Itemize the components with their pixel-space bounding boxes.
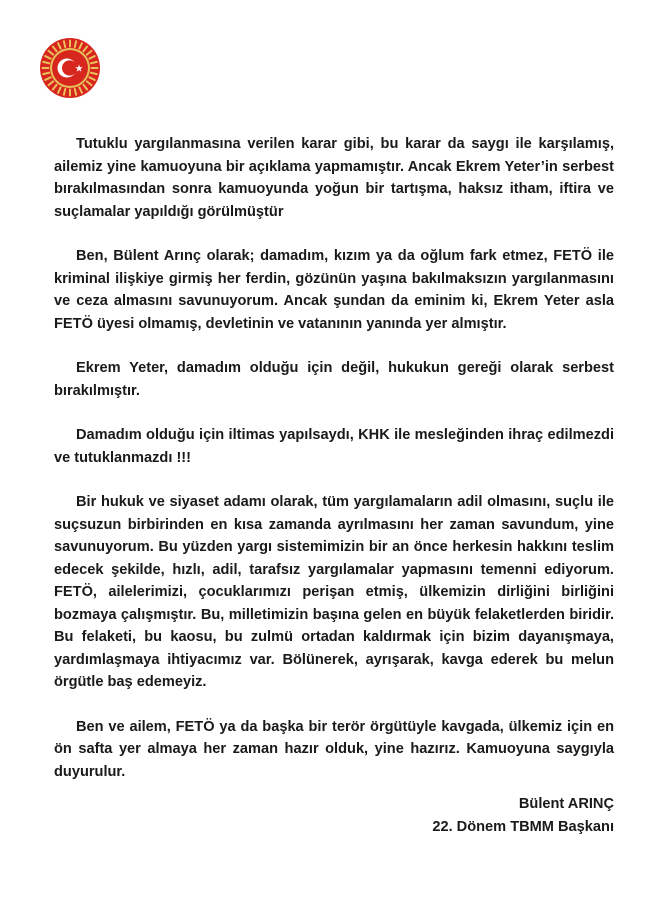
emblem-ray [43,73,49,74]
paragraph: Tutuklu yargılanmasına verilen karar gibi, bu karar da saygı ile karşılamış, ailemiz yine kamuoyuna bir açıklama yapmamıştır. Ancak Ekrem Yeter’in serbest bırakılmasından sonra kamuoyunda yoğun bir tartışma, haksız itham, iftira ve suçlamalar yapıldığı görülmüştür [54,136,614,220]
emblem-ray [75,41,76,47]
emblem-ray [43,62,49,63]
paragraph: Bir hukuk ve siyaset adamı olarak, tüm yargılamaların adil olmasını, suçlu ile suçsuzun birbirinden en kısa zamanda ayrılmasını her zaman savundum, yine savunuyorum. Bu yüzden yargı sistemimizin bir an önce herkesin hakkını teslim edecek şekilde, hızlı, adil, tarafsız yargılamalar yapmasını temenni ediyorum. FETÖ, ailelerimizi, çocuklarımızı perişan etmiş, ülkemizin dirliğini birliğini bozmaya çalışmıştır. Bu, milletimizin başına gelen en büyük felaketlerden biridir. Bu felaketi, bu kaosu, bu zulmü ortadan kaldırmak için bizim dayanışmaya, yardımlaşmaya ihtiyacımız var. Bölünerek, ayrışarak, kavga ederek bu melun örgütle baş edemeyiz. [54,494,614,690]
paragraph: Damadım olduğu için iltimas yapılsaydı, KHK ile mesleğinden ihraç edilmezdi ve tutuklanmazdı !!! [54,427,614,466]
letter-body [54,133,614,805]
emblem-ray [64,41,65,47]
paragraph: Ekrem Yeter, damadım olduğu için değil, hukukun gereği olarak serbest bırakılmıştır. [54,360,614,399]
emblem-ray [91,73,97,74]
signature-block [432,793,614,838]
paragraph: Ben, Bülent Arınç olarak; damadım, kızım ya da oğlum fark etmez, FETÖ ile kriminal ilişkiye girmiş her ferdin, gözünün yaşına bakılmaksızın yargılanmasını ve ceza almasını savunuyorum. Ancak şundan da eminim ki, Ekrem Yeter asla FETÖ üyesi olmamış, devletinin ve vatanının yanında yer almıştır. [54,248,614,332]
emblem-ray [91,62,97,63]
emblem-ray [75,89,76,95]
emblem-ray [64,89,65,95]
signature-title: 22. Dönem TBMM Başkanı [432,818,614,835]
tbmm-emblem-icon [39,37,101,99]
signature-name: Bülent ARINÇ [518,796,614,812]
paragraph: Ben ve ailem, FETÖ ya da başka bir terör örgütüyle kavgada, ülkemiz için en ön safta yer almaya her zaman hazır olduk, yine hazırız. Kamuoyuna saygıyla duyurulur. [54,718,614,780]
